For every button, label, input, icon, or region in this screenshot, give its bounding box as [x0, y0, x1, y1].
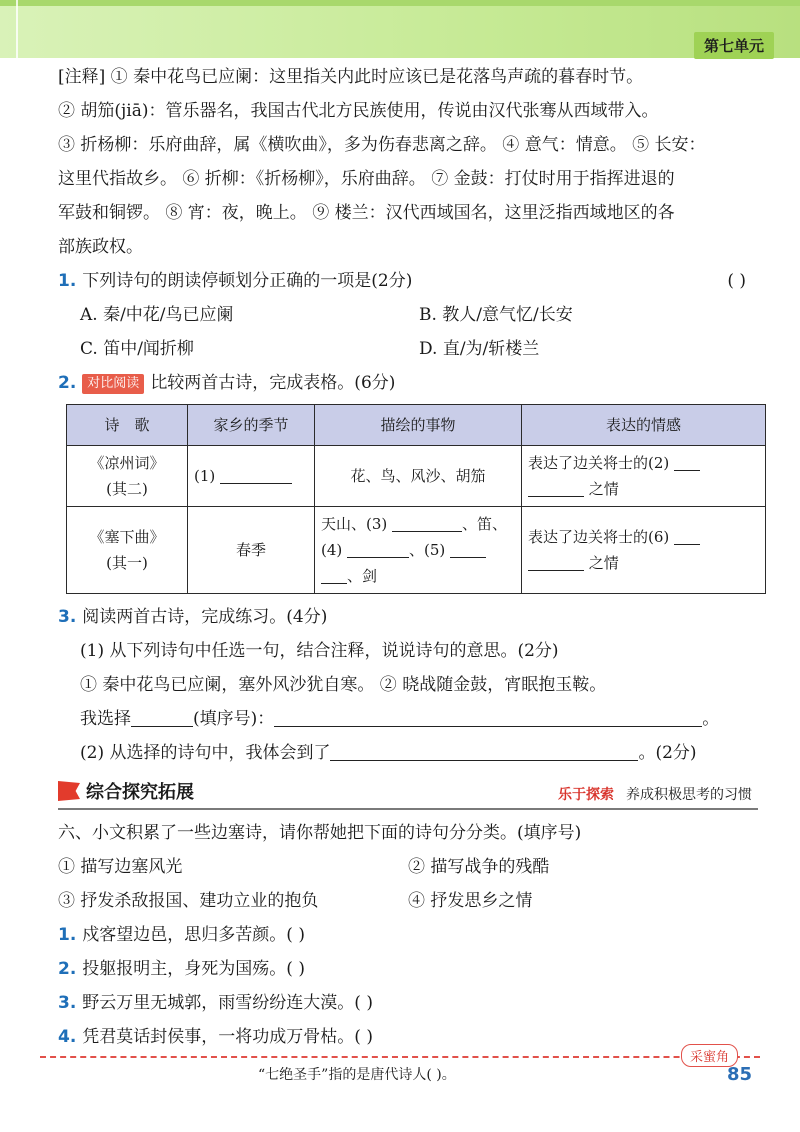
page-content — [58, 60, 758, 1054]
emotion-suffix: 之情 — [588, 480, 619, 498]
meaning-blank[interactable] — [274, 708, 702, 727]
slogan-black: 养成积极思考的习惯 — [626, 787, 752, 803]
q3-choose-line — [58, 702, 758, 736]
poem-subtitle: (其一) — [106, 554, 148, 572]
feeling-blank[interactable] — [330, 742, 638, 761]
col-header-things: 描绘的事物 — [315, 405, 522, 446]
choose-hint: (填序号)： — [193, 709, 275, 729]
list-item[interactable] — [58, 952, 758, 986]
things-text: 、(5) — [409, 541, 446, 559]
flag-icon — [58, 781, 80, 801]
choose-end: 。 — [702, 709, 720, 729]
q1-option-c[interactable]: C. 笛中/闻折柳 — [80, 339, 194, 359]
q3-sub2 — [58, 736, 758, 770]
question-3 — [58, 600, 758, 634]
category-item: ① 描写边塞风光 — [58, 857, 183, 877]
emotion-suffix: 之情 — [588, 554, 619, 572]
table-row — [67, 446, 766, 507]
header-band — [0, 0, 800, 58]
blank-label: (1) — [194, 467, 216, 485]
answer-blank[interactable] — [528, 478, 584, 497]
poem-title: 《塞下曲》 — [89, 528, 165, 546]
header-stripe — [0, 0, 800, 6]
poem-subtitle: (其二) — [106, 480, 148, 498]
section-header — [58, 774, 758, 810]
q1-option-b[interactable]: B. 教人/意气忆/长安 — [419, 305, 573, 325]
page-number: 85 — [726, 1064, 752, 1085]
answer-blank[interactable] — [220, 465, 292, 484]
footer-divider — [40, 1056, 760, 1058]
things-text: (4) — [321, 541, 343, 559]
item-number: 1. — [58, 925, 77, 945]
q1-text: 下列诗句的朗读停顿划分正确的一项是(2分) — [82, 271, 413, 291]
poem-title-cell — [67, 446, 188, 507]
q2-text: 比较两首古诗，完成表格。(6分) — [150, 373, 396, 393]
note-line: ② 胡笳(jiā)：管乐器名，我国古代北方民族使用，传说由汉代张骞从西域带入。 — [58, 101, 659, 121]
list-item[interactable] — [58, 986, 758, 1020]
note-line: [注释] ① 秦中花鸟已应阑：这里指关内此时应该已是花落鸟声疏的暮春时节。 — [58, 67, 644, 87]
q3-text: 阅读两首古诗，完成练习。(4分) — [82, 607, 328, 627]
answer-blank[interactable] — [347, 539, 409, 558]
trivia-question: “七绝圣手”指的是唐代诗人( )。 — [258, 1067, 456, 1083]
compare-reading-badge: 对比阅读 — [82, 374, 144, 394]
list-item[interactable] — [58, 918, 758, 952]
q1-option-d[interactable]: D. 直/为/斩楼兰 — [419, 339, 540, 359]
emotion-cell — [522, 507, 766, 594]
season-cell — [188, 446, 315, 507]
q2-number: 2. — [58, 373, 77, 393]
note-line: 军鼓和铜锣。 ⑧ 宵：夜，晚上。 ⑨ 楼兰：汉代西域国名，这里泛指西域地区的各 — [58, 203, 675, 223]
note-line: 这里代指故乡。 ⑥ 折柳：《折杨柳》，乐府曲辞。 ⑦ 金鼓：打仗时用于指挥进退的 — [58, 169, 675, 189]
poem-title: 《凉州词》 — [89, 454, 165, 472]
question-1 — [58, 264, 758, 298]
item-text: 凭君莫话封侯事，一将功成万骨枯。( ) — [82, 1027, 373, 1047]
table-header-row — [67, 405, 766, 446]
question-2 — [58, 366, 758, 400]
slogan-red: 乐于探索 — [558, 787, 614, 803]
q3-poem-lines: ① 秦中花鸟已应阑，塞外风沙犹自寒。 ② 晓战随金鼓，宵眠抱玉鞍。 — [80, 675, 607, 695]
category-item: ③ 抒发杀敌报国、建功立业的抱负 — [58, 891, 319, 911]
item-number: 4. — [58, 1027, 77, 1047]
q1-answer-paren[interactable]: ( ) — [727, 271, 746, 291]
unit-label: 第七单元 — [694, 32, 774, 59]
emotion-text: 表达了边关将士的(6) — [528, 528, 670, 546]
things-cell: 花、鸟、风沙、胡笳 — [315, 446, 522, 507]
section-title — [58, 776, 194, 810]
note-line: ③ 折杨柳：乐府曲辞，属《横吹曲》，多为伤春悲离之辞。 ④ 意气：情意。 ⑤ 长安： — [58, 135, 706, 155]
poem-title-cell — [67, 507, 188, 594]
emotion-text: 表达了边关将士的(2) — [528, 454, 670, 472]
q6-title: 六、小文积累了一些边塞诗，请你帮她把下面的诗句分分类。(填序号) — [58, 823, 582, 843]
col-header-season: 家乡的季节 — [188, 405, 315, 446]
choose-label: 我选择 — [80, 709, 131, 729]
section-slogan — [558, 778, 752, 812]
poem-comparison-table — [66, 404, 766, 594]
list-item[interactable] — [58, 1020, 758, 1054]
season-cell: 春季 — [188, 507, 315, 594]
sub2-end: 。(2分) — [638, 743, 697, 763]
q1-option-a[interactable]: A. 秦/中花/鸟已应阑 — [80, 305, 234, 325]
col-header-emotion: 表达的情感 — [522, 405, 766, 446]
answer-blank[interactable] — [392, 513, 462, 532]
q1-options — [58, 298, 758, 366]
things-text: 、剑 — [347, 567, 378, 585]
answer-blank[interactable] — [450, 539, 486, 558]
margin-line — [16, 0, 18, 58]
things-text: 、笛、 — [462, 515, 508, 533]
section-title-text: 综合探究拓展 — [86, 782, 194, 803]
caimi-badge: 采蜜角 — [681, 1044, 738, 1067]
col-header-poem: 诗 歌 — [67, 405, 188, 446]
answer-blank[interactable] — [528, 552, 584, 571]
annotation-block — [58, 60, 758, 264]
things-cell — [315, 507, 522, 594]
table-row — [67, 507, 766, 594]
item-number: 2. — [58, 959, 77, 979]
category-item: ④ 抒发思乡之情 — [408, 891, 533, 911]
things-text: 天山、(3) — [321, 515, 388, 533]
choice-blank[interactable] — [131, 708, 193, 727]
item-text: 戍客望边邑，思归多苦颜。( ) — [82, 925, 305, 945]
item-text: 野云万里无城郭，雨雪纷纷连大漠。( ) — [82, 993, 373, 1013]
q3-number: 3. — [58, 607, 77, 627]
question-6 — [58, 816, 758, 1054]
answer-blank[interactable] — [321, 565, 347, 584]
sub2-label: (2) 从选择的诗句中，我体会到了 — [80, 743, 331, 763]
answer-blank[interactable] — [674, 452, 700, 471]
q1-number: 1. — [58, 271, 77, 291]
category-item: ② 描写战争的残酷 — [408, 857, 550, 877]
emotion-cell — [522, 446, 766, 507]
note-line: 部族政权。 — [58, 237, 143, 257]
q6-categories — [58, 850, 758, 918]
q3-sub1: (1) 从下列诗句中任选一句，结合注释，说说诗句的意思。(2分) — [80, 641, 559, 661]
item-text: 投躯报明主，身死为国殇。( ) — [82, 959, 305, 979]
item-number: 3. — [58, 993, 77, 1013]
answer-blank[interactable] — [674, 526, 700, 545]
